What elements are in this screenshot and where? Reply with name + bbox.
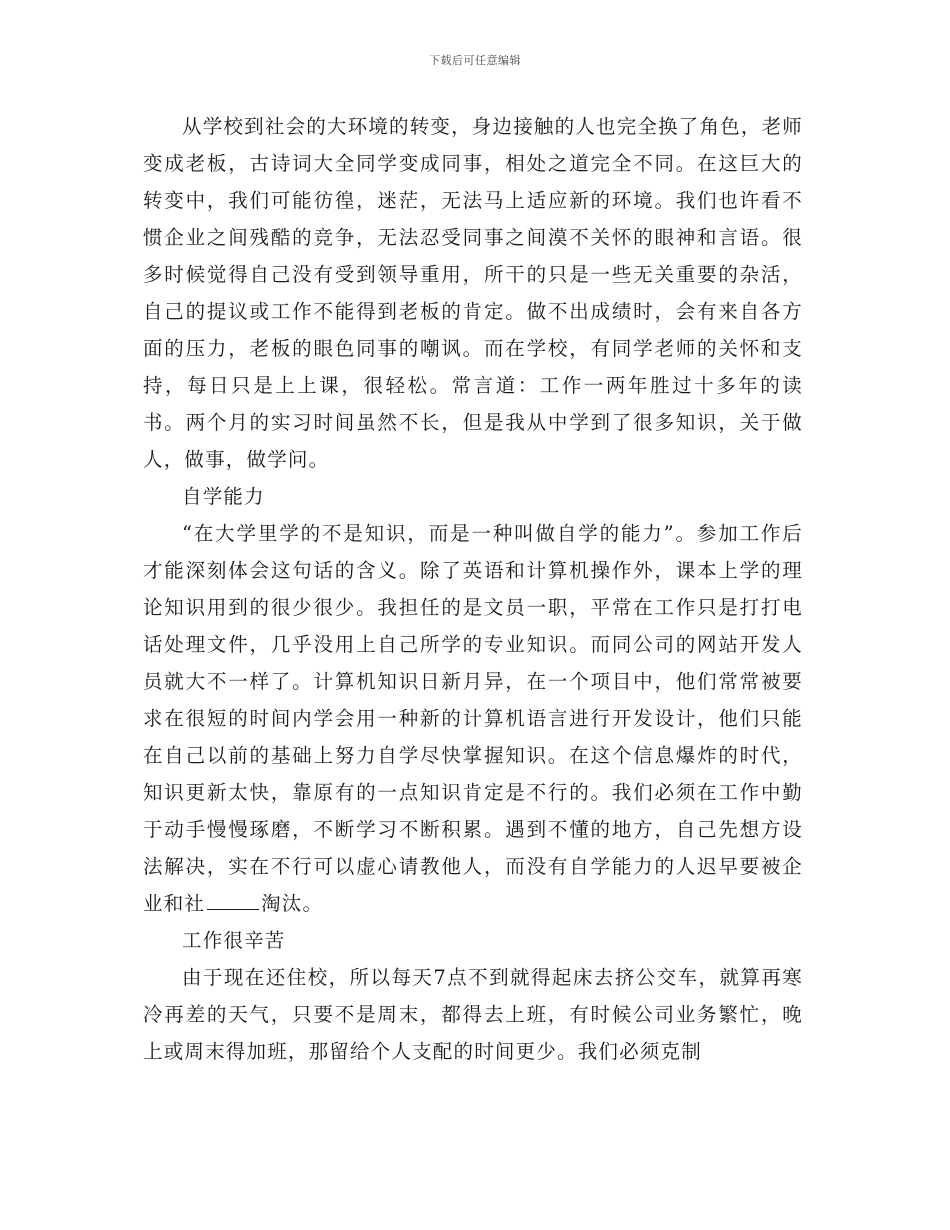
paragraph-self-learning-text: “在大学里学的不是知识，而是一种叫做自学的能力”。参加工作后才能深刻体会这句话的含义。除了英语和计算机操作外，课本上学的理论知识用到的很少很少。我担任的是文员一职，平常在工作只是打打电话处理文件，几乎没用上自己所学的专业知识。而同公司的网站开发人员就大不一样了。计算机知识日新月异，在一个项目中，他们常常被要求在很短的时间内学会用一种新的计算机语言进行开发设计，他们只能在自己以前的基础上努力自学尽快掌握知识。在这个信息爆炸的时代，知识更新太快，靠原有的一点知识肯定是不行的。我们必须在工作中勤于动手慢慢琢磨，不断学习不断积累。遇到不懂的地方，自己先想方设法解决，实在不行可以虚心请教他人，而没有自学能力的人迟早要被企业和社 [143,522,803,915]
document-body [143,108,803,1070]
paragraph-transition: 从学校到社会的大环境的转变，身边接触的人也完全换了角色，老师变成老板，古诗词大全同学变成同事，相处之道完全不同。在这巨大的转变中，我们可能彷徨，迷茫，无法马上适应新的环境。我们也许看不惯企业之间残酷的竞争，无法忍受同事之间漠不关怀的眼神和言语。很多时候觉得自己没有受到领导重用，所干的只是一些无关重要的杂活，自己的提议或工作不能得到老板的肯定。做不出成绩时，会有来自各方面的压力，老板的眼色同事的嘲讽。而在学校，有同学老师的关怀和支持，每日只是上上课，很轻松。常言道：工作一两年胜过十多年的读书。两个月的实习时间虽然不长，但是我从中学到了很多知识，关于做人，做事，做学问。 [143,115,804,471]
section-heading-hard-work: 工作很辛苦 [182,929,286,952]
paragraph-self-learning [143,515,803,922]
paragraph-hard-work: 由于现在还住校，所以每天7点不到就得起床去挤公交车，就算再寒冷再差的天气，只要不是周末，都得去上班，有时候公司业务繁忙，晚上或周末得加班，那留给个人支配的时间更少。我们必须克制 [143,966,803,1063]
section-heading-self-learning: 自学能力 [182,485,265,508]
blank-underline [207,891,259,910]
page-header: 下载后可任意编辑 [429,54,521,67]
paragraph-self-learning-end: 淘汰。 [261,892,324,915]
